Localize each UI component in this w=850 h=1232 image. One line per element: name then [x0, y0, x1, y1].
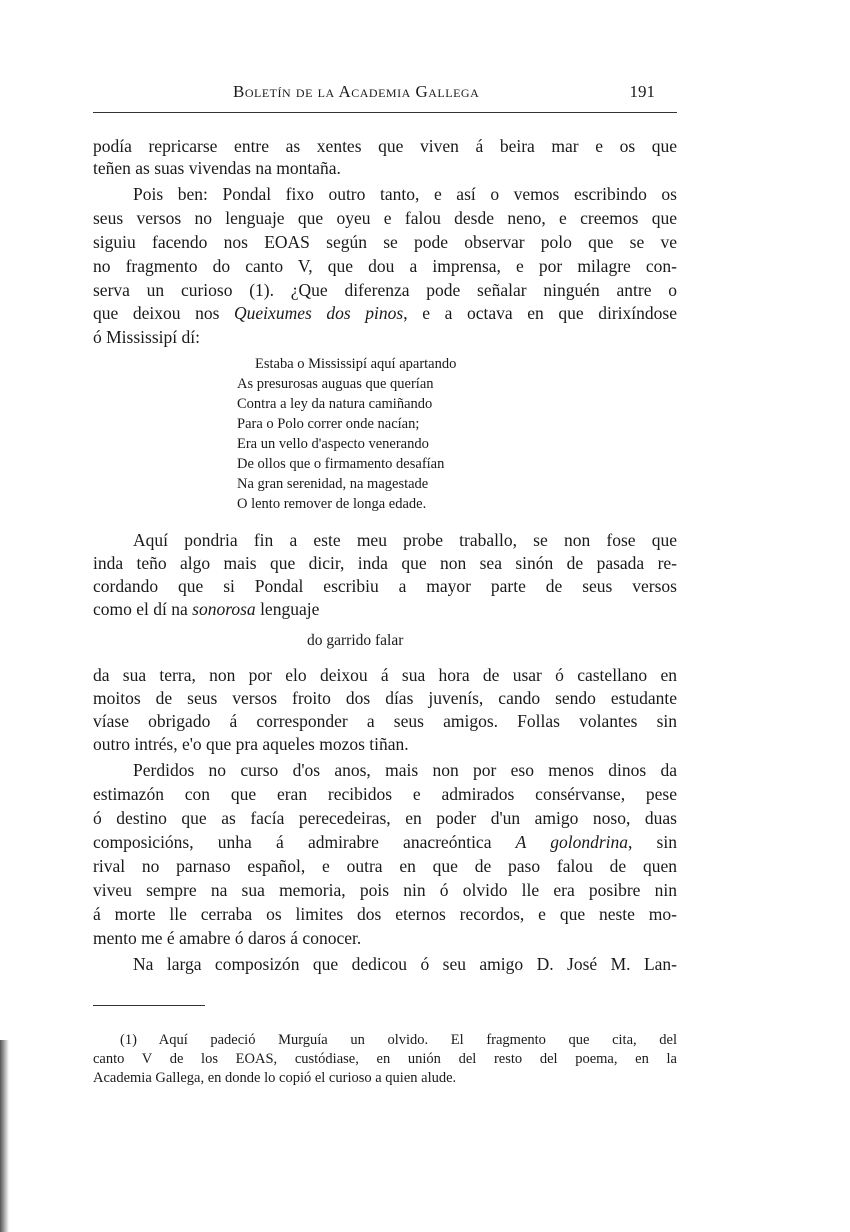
text-line	[93, 664, 677, 686]
text-line	[237, 455, 444, 473]
text-line	[133, 759, 677, 781]
text-segment: no fragmento do canto V, que dou a imprensa, e por milagre con-	[93, 256, 677, 276]
text-segment: viveu sempre na sua memoria, pois nin ó olvido lle era posibre nin	[93, 880, 677, 900]
text-segment: Perdidos no curso d'os anos, mais non por eso menos dinos da	[133, 760, 677, 780]
text-segment: da sua terra, non por elo deixou á sua hora de usar ó castellano en	[93, 665, 677, 685]
journal-title: Boletín de la Academia Gallega	[233, 82, 480, 101]
text-segment: , e a octava en que dirixíndose	[403, 303, 677, 323]
text-segment: lenguaje	[255, 599, 320, 619]
text-line	[93, 135, 677, 157]
text-segment: composicións, unha á admirabre anacreóntica	[93, 832, 516, 852]
text-segment: , sin	[628, 832, 677, 852]
text-segment: Na gran serenidad, na magestade	[237, 476, 429, 492]
text-segment: ó destino que as facía perecedeiras, en poder d'un amigo noso, duas	[93, 808, 677, 828]
text-line	[93, 1069, 677, 1087]
text-line	[237, 475, 428, 493]
header-rule	[93, 112, 677, 113]
text-line	[93, 575, 677, 597]
text-line	[133, 529, 677, 551]
text-line	[93, 279, 677, 301]
text-line	[93, 552, 677, 574]
text-line	[93, 903, 677, 925]
text-segment: (1) Aquí padeció Murguía un olvido. El fragmento que cita, del	[120, 1032, 677, 1048]
scan-edge-shadow	[0, 1040, 9, 1232]
text-line	[93, 783, 677, 805]
text-line	[93, 207, 677, 229]
text-line	[93, 231, 677, 253]
text-line	[307, 630, 403, 652]
text-segment: cordando que si Pondal escribiu a mayor parte de seus versos	[93, 576, 677, 596]
text-segment: moitos de seus versos froito dos días juvenís, cando sendo estudante	[93, 688, 677, 708]
text-segment: víase obrigado á corresponder a seus amigos. Follas volantes sin	[93, 711, 677, 731]
text-segment: serva un curioso (1). ¿Que diferenza pode señalar ninguén antre o	[93, 280, 677, 300]
text-segment: De ollos que o firmamento desafían	[237, 456, 445, 472]
italic-title: sonorosa	[192, 599, 256, 619]
text-line	[93, 807, 677, 829]
text-line	[93, 855, 677, 877]
text-line	[237, 495, 426, 513]
text-segment: rival no parnaso español, e outra en que de paso falou de quen	[93, 856, 677, 876]
text-segment: outro intrés, e'o que pra aqueles mozos tiñan.	[93, 734, 409, 754]
text-segment: mento me é amabre ó daros á conocer.	[93, 928, 362, 948]
text-line	[237, 395, 432, 413]
text-line	[93, 831, 677, 853]
text-segment: O lento remover de longa edade.	[237, 496, 427, 512]
text-segment: Aquí pondria fin a este meu probe traballo, se non fose que	[133, 530, 677, 550]
text-segment: podía repricarse entre as xentes que viven á beira mar e os que	[93, 136, 677, 156]
text-segment: Academia Gallega, en donde lo copió el curioso a quien alude.	[93, 1070, 457, 1086]
text-segment: á morte lle cerraba os limites dos eternos recordos, e que neste mo-	[93, 904, 677, 924]
text-line	[93, 927, 677, 949]
text-segment: Pois ben: Pondal fixo outro tanto, e así o vemos escribindo os	[133, 184, 677, 204]
text-segment: siguiu facendo nos EOAS según se pode observar polo que se ve	[93, 232, 677, 252]
text-line	[93, 733, 677, 755]
text-segment: Na larga composizón que dedicou ó seu amigo D. José M. Lan-	[133, 954, 677, 974]
text-line	[93, 255, 677, 277]
text-segment: seus versos no lenguaje que oyeu e falou desde neno, e creemos que	[93, 208, 677, 228]
text-segment: do garrido falar	[307, 632, 404, 649]
text-line	[93, 302, 677, 324]
text-segment: canto V de los EOAS, custódiase, en unión del resto del poema, en la	[93, 1051, 677, 1067]
page-number: 191	[629, 82, 655, 101]
text-line	[237, 415, 419, 433]
text-segment: As presurosas auguas que querían	[237, 376, 434, 392]
text-line	[93, 687, 677, 709]
text-line	[237, 375, 434, 393]
text-line	[133, 183, 677, 205]
text-line	[133, 953, 677, 975]
text-segment: estimazón con que eran recibidos e admirados consérvanse, pese	[93, 784, 677, 804]
text-line	[93, 710, 677, 732]
text-segment: que deixou nos	[93, 303, 235, 323]
italic-title: Queixumes dos pinos	[234, 303, 404, 323]
text-line	[93, 326, 677, 348]
text-segment: inda teño algo mais que dicir, inda que non sea sinón de pasada re-	[93, 553, 677, 573]
italic-title: A golondrina	[515, 832, 628, 852]
text-segment: Para o Polo correr onde nacían;	[237, 416, 420, 432]
text-segment: teñen as suas vivendas na montaña.	[93, 158, 341, 178]
text-segment: como el dí na	[93, 599, 193, 619]
text-segment: ó Mississipí dí:	[93, 327, 200, 347]
footnote-rule	[93, 1005, 205, 1006]
text-line	[93, 157, 677, 179]
text-line	[93, 598, 677, 620]
text-line	[255, 355, 456, 373]
text-line	[237, 435, 429, 453]
text-line	[93, 879, 677, 901]
text-segment: Era un vello d'aspecto venerando	[237, 436, 429, 452]
text-segment: Contra a ley da natura camiñando	[237, 396, 433, 412]
text-line	[120, 1031, 677, 1049]
text-line	[93, 1050, 677, 1068]
text-segment: Estaba o Mississipí aquí apartando	[255, 356, 457, 372]
running-header	[93, 82, 677, 108]
